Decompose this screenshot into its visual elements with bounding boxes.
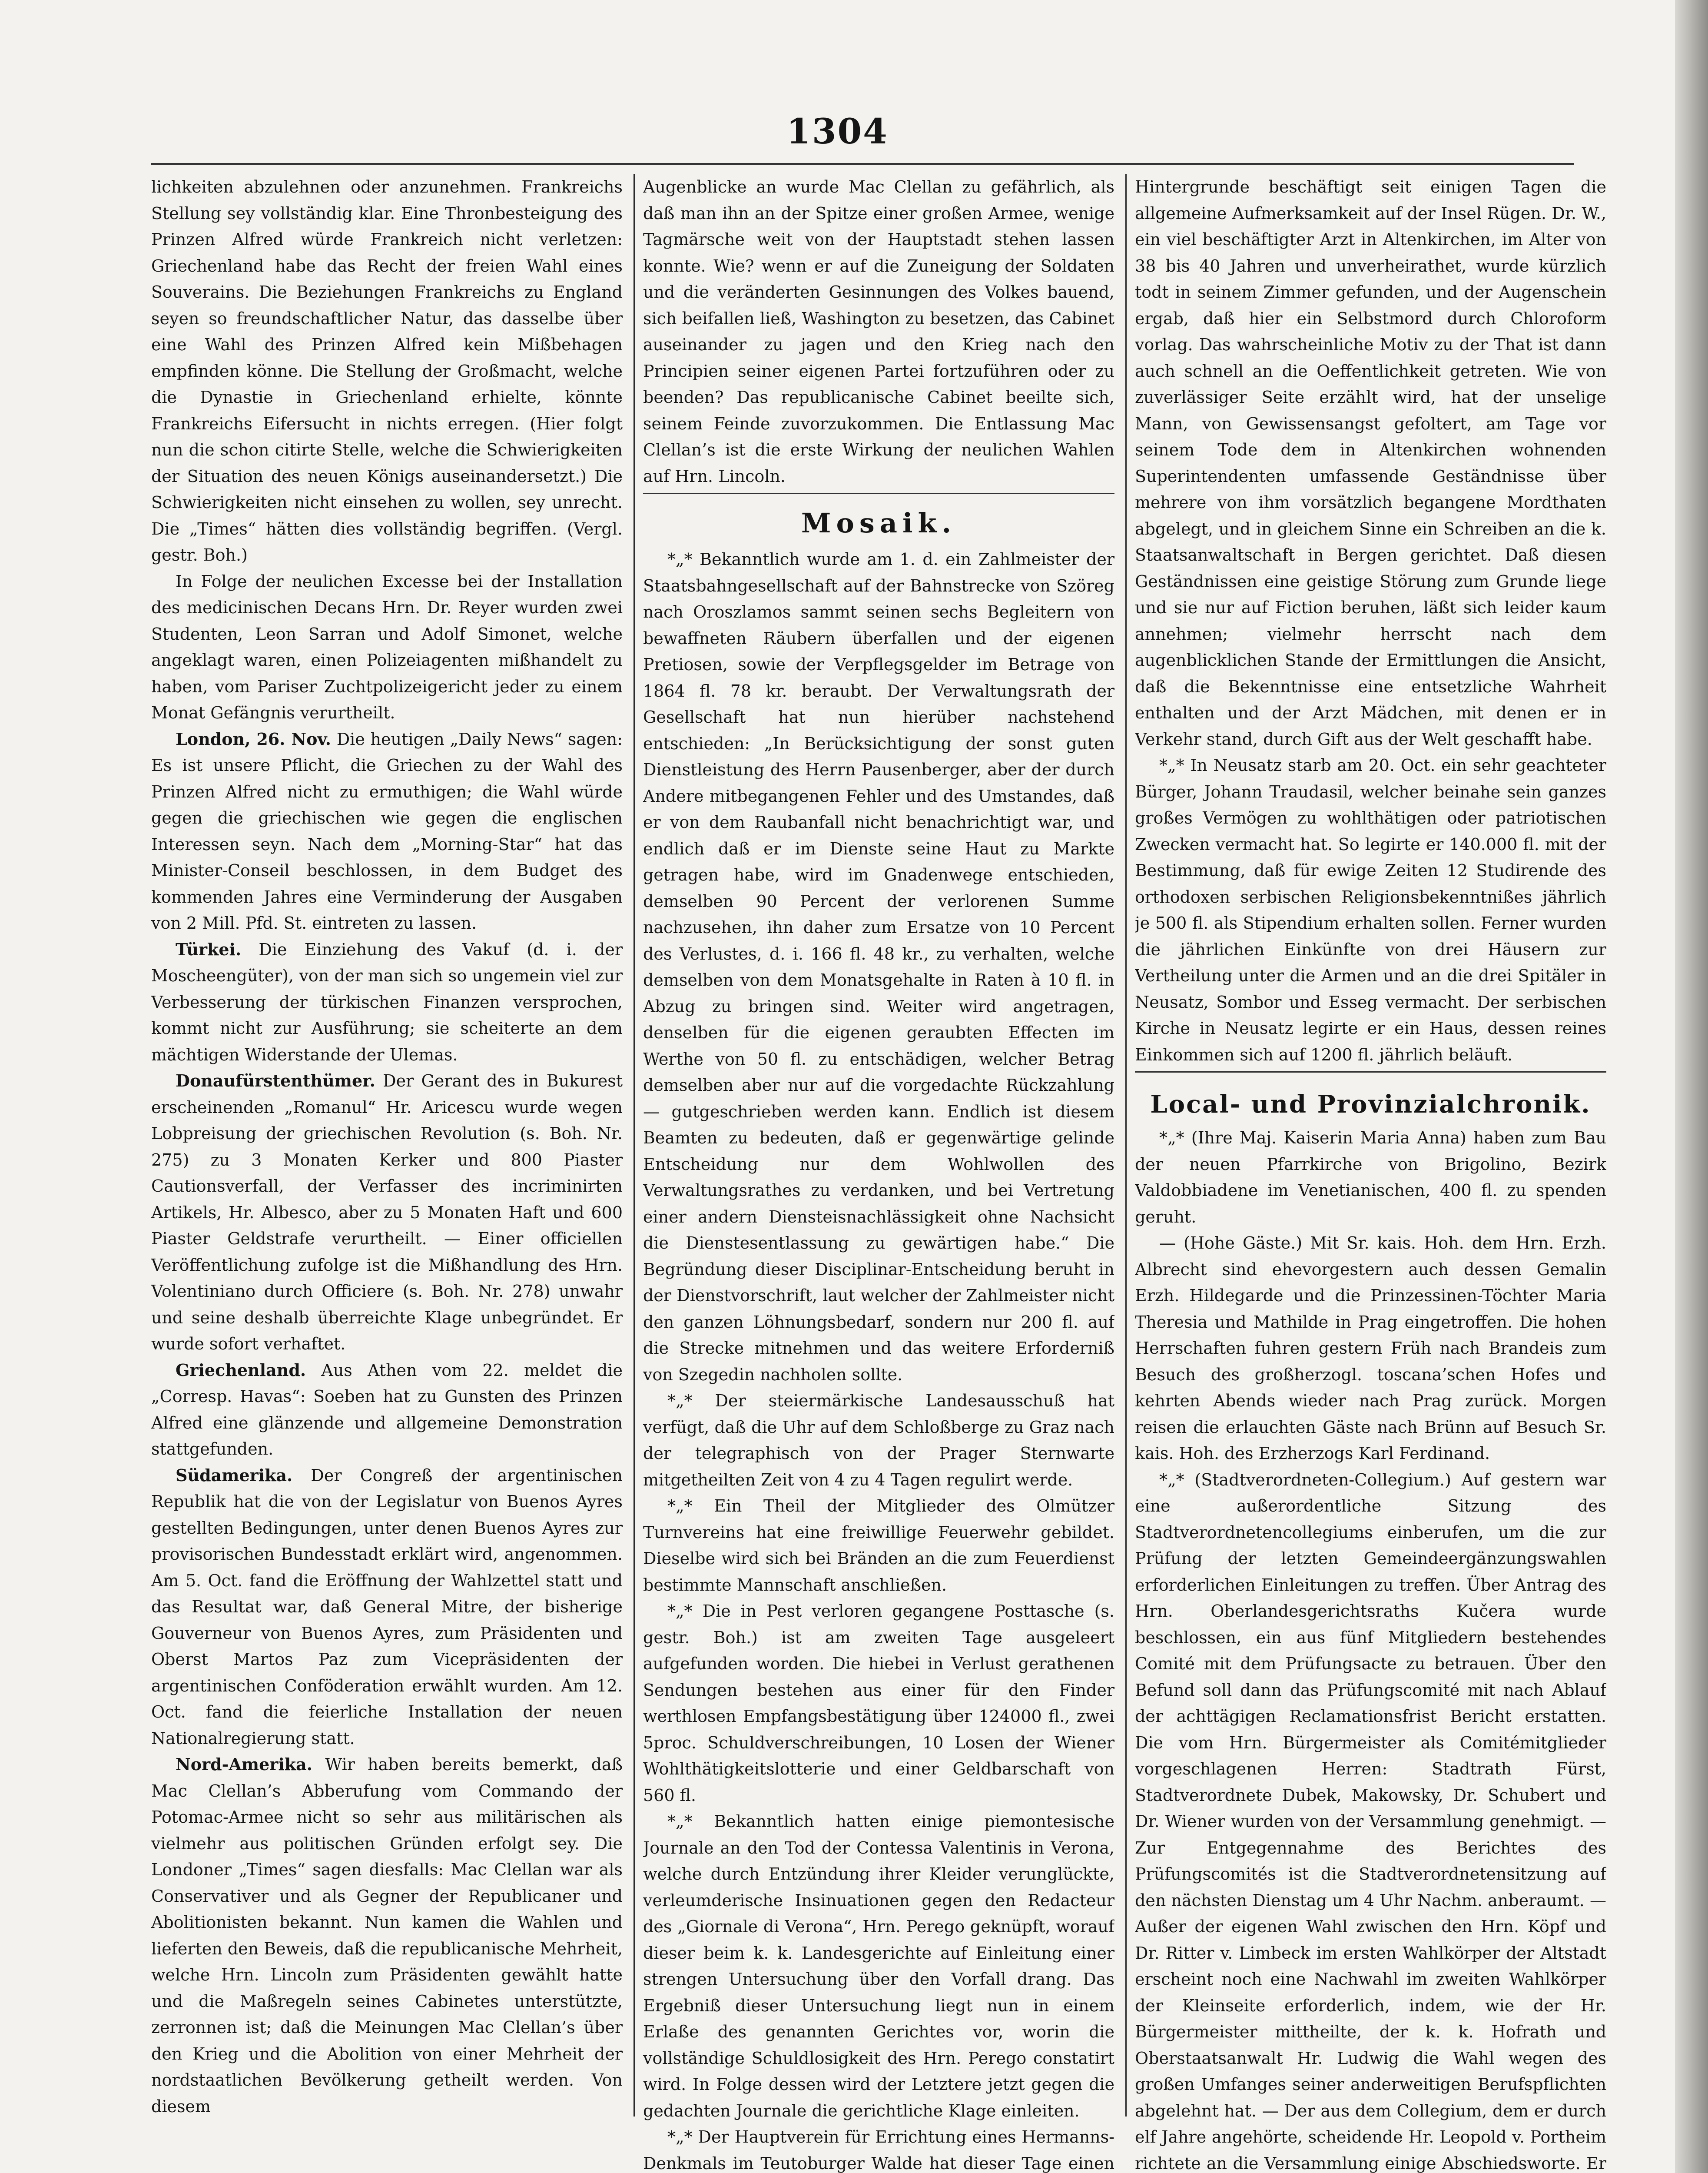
news-item: *„* Der Hauptverein für Errichtung eines Hermanns-Denkmals im Teutoburger Walde hat dieser Tage einen	[643, 2127, 1114, 2173]
news-item: *„* Bekanntlich hatten einige piemontesische Journale an den Tod der Contessa Valentinis in Verona, welche durch Entzündung ihrer Kleider verunglückte, verleumderische Insinuationen gegen den Redacteur des „Giornale di Verona“, Hrn. Perego geknüpft, worauf dieser beim k. k. Landesgerichte auf Einleitung einer strengen Untersuchung über den Vorfall drang. Das Ergebniß dieser Untersuchung liegt nun in einem Erlaße des genannten Gerichtes vor, worin die vollständige Schuldlosigkeit des Hrn. Perego constatirt wird. In Folge dessen wird der Letztere jetzt gegen die gedachten Journale die gerichtliche Klage einleiten.	[643, 1812, 1114, 2120]
article-paragraph: Augenblicke an wurde Mac Clellan zu gefährlich, als daß man ihn an der Spitze einer großen Armee, wenige Tagmärsche weit von der Hauptstadt stehen lassen konnte. Wie? wenn er auf die Zuneigung der Soldaten und die veränderten Gesinnungen des Volkes bauend, sich beifallen ließ, Washington zu besetzen, das Cabinet auseinander zu jagen und den Krieg nach den Principien seiner eigenen Partei fortzuführen oder zu beenden? Das republicanische Cabinet beeilte sich, seinem Feinde zuvorzukommen. Die Entlassung Mac Clellan’s ist die erste Wirkung der neulichen Wahlen auf Hrn. Lincoln.	[643, 177, 1114, 486]
news-item: *„* (Ihre Maj. Kaiserin Maria Anna) haben zum Bau der neuen Pfarrkirche von Brigolino, Bezirk Valdobbiadene im Venetianischen, 400 fl. zu spenden geruht.	[1135, 1128, 1606, 1226]
article-paragraph: lichkeiten abzulehnen oder anzunehmen. Frankreichs Stellung sey vollständig klar. Eine Thronbesteigung des Prinzen Alfred würde Frankreich nicht verletzen: Griechenland habe das Recht der freien Wahl eines Souverains. Die Beziehungen Frankreichs zu England seyen so freundschaftlicher Natur, das dasselbe über eine Wahl des Prinzen Alfred kein Mißbehagen empfinden könne. Die Stellung der Großmacht, welche die Dynastie in Griechenland erhielte, könnte Frankreichs Eifersucht in nichts erregen. (Hier folgt nun die schon citirte Stelle, welche die Schwierigkeiten der Situation des neuen Königs auseinandersetzt.) Die Schwierigkeiten nicht einsehen zu wollen, sey unrecht. Die „Times“ hätten dies vollständig begriffen. (Vergl. gestr. Boh.)	[151, 177, 623, 565]
page-edge-shadow	[1675, 0, 1708, 2173]
column-divider	[633, 174, 635, 2117]
dateline: Donaufürstenthümer.	[176, 1071, 375, 1090]
dateline: Türkei.	[176, 939, 242, 959]
column-1	[151, 174, 623, 2173]
page-number: 1304	[786, 111, 889, 152]
column-3	[1135, 174, 1606, 2173]
dateline: Südamerika.	[176, 1465, 293, 1485]
news-item: *„* Bekanntlich wurde am 1. d. ein Zahlmeister der Staatsbahngesellschaft auf der Bahnstrecke von Szöreg nach Oroszlamos sammt seinen sechs Begleitern von bewaffneten Räubern überfallen und der eigenen Pretiosen, sowie der Verpflegsgelder im Betrage von 1864 fl. 78 kr. beraubt. Der Verwaltungsrath der Gesellschaft hat nun hierüber nachstehend entschieden: „In Berücksichtigung der sonst guten Dienstleistung des Herrn Pausenberger, aber der durch Andere mitbegangenen Fehler und des Umstandes, daß er von dem Raubanfall nicht benachrichtigt war, und endlich daß er im Dienste seine Haut zu Markte getragen habe, wird im Gnadenwege entschieden, demselben 90 Percent der verlorenen Summe nachzusehen, ihn daher zum Ersatze von 10 Percent des Verlustes, d. i. 166 fl. 48 kr., zu verhalten, welche demselben von dem Monatsgehalte in Raten à 10 fl. in Abzug zu bringen sind. Weiter wird angetragen, denselben für die eigenen geraubten Effecten im Werthe von 50 fl. zu entschädigen, welcher Betrag demselben aber nur auf die vorgedachte Rückzahlung — gutgeschrieben werden kann. Endlich ist diesem Beamten zu bedeuten, daß er gegenwärtige gelinde Entscheidung nur dem Wohlwollen des Verwaltungsrathes zu verdanken, und bei Vertretung einer andern Diensteisnachlässigkeit ohne Nachsicht die Dienstesentlassung zu gewärtigen habe.“ Die Begründung dieser Disciplinar-Entscheidung beruht in der Dienstvorschrift, laut welcher der Zahlmeister nicht den ganzen Löhnungsbedarf, sondern nur 200 fl. auf die Strecke mitnehmen und das weitere Erforderniß von Szegedin nachholen sollte.	[643, 550, 1114, 1384]
column-divider	[1125, 174, 1127, 2117]
news-item: *„* (Stadtverordneten-Collegium.) Auf gestern war eine außerordentliche Sitzung des Stadtverordnetencollegiums einberufen, um die zur Prüfung der letzten Gemeindeergänzungswahlen erforderlichen Einleitungen zu treffen. Über Antrag des Hrn. Oberlandesgerichtsraths Kučera wurde beschlossen, ein aus fünf Mitgliedern bestehendes Comité mit dem Prüfungsacte zu betrauen. Über den Befund soll dann das Prüfungscomité mit nach Ablauf der achttägigen Reclamationsfrist Bericht erstatten. Die vom Hrn. Bürgermeister als Comitémitglieder vorgeschlagenen Herren: Stadtrath Fürst, Stadtverordnete Dubek, Makowsky, Dr. Schubert und Dr. Wiener wurden von der Versammlung genehmigt. — Zur Entgegennahme des Berichtes des Prüfungscomités ist die Stadtverordnetensitzung auf den nächsten Dienstag um 4 Uhr Nachm. anberaumt. — Außer der eigenen Wahl zwischen den Hrn. Köpf und Dr. Ritter v. Limbeck im ersten Wahlkörper der Altstadt erscheint noch eine Nachwahl im zweiten Wahlkörper der Kleinseite erforderlich, indem, wie der Hr. Bürgermeister mittheilte, der k. k. Hofrath und Oberstaatsanwalt Hr. Ludwig die Wahl wegen des großen Umfanges seiner anderweitigen Berufspflichten abgelehnt hat. — Der aus dem Collegium, dem er durch elf Jahre angehörte, scheidende Hr. Leopold v. Portheim richtete an die Versammlung einige Abschiedsworte. Er	[1135, 1470, 1606, 2173]
dateline: Nord-Amerika.	[176, 1754, 312, 1774]
column-2	[643, 174, 1114, 2173]
dateline: Griechenland.	[176, 1360, 306, 1380]
article-paragraph: Griechenland. Aus Athen vom 22. meldet die „Corresp. Havas“: Soeben hat zu Gunsten des Prinzen Alfred eine glänzende und allgemeine Demonstration stattgefunden.	[151, 1360, 623, 1459]
article-paragraph: In Folge der neulichen Excesse bei der Installation des medicinischen Decans Hrn. Dr. Reyer wurden zwei Studenten, Leon Sarran und Adolf Simonet, welche angeklagt waren, einen Polizeiagenten mißhandelt zu haben, vom Pariser Zuchtpolizeigericht jeder zu einem Monat Gefängnis verurtheilt.	[151, 571, 623, 722]
news-item: *„* Die in Pest verloren gegangene Posttasche (s. gestr. Boh.) ist am zweiten Tage ausgeleert aufgefunden worden. Die hiebei in Verlust gerathenen Sendungen bestehen aus einer für den Finder werthlosen Empfangsbestätigung über 124000 fl., zwei 5proc. Schuldverschreibungen, 10 Losen der Wiener Wohlthätigkeitslotterie und einer Geldbarschaft von 560 fl.	[643, 1602, 1114, 1805]
section-rule	[643, 493, 1114, 494]
news-item: *„* Ein Theil der Mitglieder des Olmützer Turnvereins hat eine freiwillige Feuerwehr gebildet. Dieselbe wird sich bei Bränden an die zum Feuerdienst bestimmte Mannschaft anschließen.	[643, 1496, 1114, 1595]
article-paragraph: Türkei. Die Einziehung des Vakuf (d. i. der Moscheengüter), von der man sich so ungemein viel zur Verbesserung der türkischen Finanzen versprochen, kommt nicht zur Ausführung; sie scheiterte an dem mächtigen Widerstande der Ulemas.	[151, 939, 623, 1064]
news-item: *„* Der steiermärkische Landesausschuß hat verfügt, daß die Uhr auf dem Schloßberge zu Graz nach der telegraphisch von der Prager Sternwarte mitgetheilten Zeit von 4 zu 4 Tagen regulirt werde.	[643, 1391, 1114, 1489]
section-rule	[1135, 1071, 1606, 1073]
news-item: — (Hohe Gäste.) Mit Sr. kais. Hoh. dem Hrn. Erzh. Albrecht sind ehevorgestern auch dessen Gemalin Erzh. Hildegarde und die Prinzessinen-Töchter Maria Theresia und Mathilde in Prag eingetroffen. Die hohen Herrschaften fuhren gestern Früh nach Brandeis zum Besuch des großherzogl. toscana’schen Hofes und kehrten Abends wieder nach Prag zurück. Morgen reisen die erlauchten Gäste nach Brünn auf Besuch Sr. kais. Hoh. des Erzherzogs Karl Ferdinand.	[1135, 1233, 1606, 1463]
dateline: London, 26. Nov.	[176, 729, 331, 749]
news-item: *„* In Neusatz starb am 20. Oct. ein sehr geachteter Bürger, Johann Traudasil, welcher beinahe sein ganzes großes Vermögen zu wohlthätigen oder patriotischen Zwecken vermacht hat. So legirte er 140.000 fl. mit der Bestimmung, daß für ewige Zeiten 12 Studirende des orthodoxen serbischen Religionsbekenntnißes jährlich je 500 fl. als Stipendium erhalten sollen. Ferner wurden die jährlichen Einkünfte von drei Häusern zur Vertheilung unter die Armen und an die drei Spitäler in Neusatz, Sombor und Esseg vermacht. Der serbischen Kirche in Neusatz legirte er ein Haus, dessen reines Einkommen sich auf 1200 fl. jährlich beläuft.	[1135, 756, 1606, 1064]
article-paragraph: Donaufürstenthümer. Der Gerant des in Bukurest erscheinenden „Romanul“ Hr. Aricescu wurde wegen Lobpreisung der griechischen Revolution (s. Boh. Nr. 275) zu 3 Monaten Kerker und 800 Piaster Cautionsverfall, der Verfasser des incriminirten Artikels, Hr. Albesco, aber zu 5 Monaten Haft und 600 Piaster Geldstrafe verurtheilt. — Einer officiellen Veröffentlichung zufolge ist die Mißhandlung des Hrn. Volentiniano durch Officiere (s. Boh. Nr. 278) unwahr und seine deshalb überreichte Klage unbegründet. Er wurde sofort verhaftet.	[151, 1071, 623, 1353]
section-heading-local-chronicle: Local- und Provinzialchronik.	[1150, 1090, 1591, 1119]
news-item: Hintergrunde beschäftigt seit einigen Tagen die allgemeine Aufmerksamkeit auf der Insel Rügen. Dr. W., ein viel beschäftigter Arzt in Altenkirchen, im Alter von 38 bis 40 Jahren und unverheirathet, wurde kürzlich todt in seinem Zimmer gefunden, und der Augenschein ergab, daß hier ein Selbstmord durch Chloroform vorlag. Das wahrscheinliche Motiv zu der That ist dann auch schnell an die Oeffentlichkeit getreten. Wie von zuverlässiger Seite erzählt wird, hat der unselige Mann, von Gewissensangst gefoltert, am Tage vor seinem Tode dem in Altenkirchen wohnenden Superintendenten umfassende Geständnisse über mehrere von ihm vorsätzlich begangene Mordthaten abgelegt, und in gleichem Sinne ein Schreiben an die k. Staatsanwaltschaft in Bergen gerichtet. Daß diesen Geständnissen eine geistige Störung zum Grunde liege und sie nur auf Fiction beruhen, läßt sich leider kaum annehmen; vielmehr herrscht nach dem augenblicklichen Stande der Ermittlungen die Ansicht, daß die Bekenntnisse eine entsetzliche Wahrheit enthalten und der Arzt Mädchen, mit denen er in Verkehr stand, durch Gift aus der Welt geschafft habe.	[1135, 177, 1606, 749]
article-paragraph: Südamerika. Der Congreß der argentinischen Republik hat die von der Legislatur von Buenos Ayres gestellten Bedingungen, unter denen Buenos Ayres zur provisorischen Bundesstadt erklärt wird, angenommen. Am 5. Oct. fand die Eröffnung der Wahlzettel statt und das Resultat war, daß General Mitre, der bisherige Gouverneur von Buenos Ayres, zum Präsidenten und Oberst Martos Paz zum Vicepräsidenten der argentinischen Conföderation erwählt wurden. Am 12. Oct. fand die feierliche Installation der neuen Nationalregierung statt.	[151, 1465, 623, 1748]
article-paragraph: London, 26. Nov. Die heutigen „Daily News“ sagen: Es ist unsere Pflicht, die Griechen zu der Wahl des Prinzen Alfred nicht zu ermuthigen; die Wahl würde gegen die griechischen wie gegen die englischen Interessen seyn. Nach dem „Morning-Star“ hat das Minister-Conseil beschlossen, in dem Budget des kommenden Jahres eine Verminderung der Ausgaben von 2 Mill. Pfd. St. eintreten zu lassen.	[151, 729, 623, 933]
article-paragraph: Nord-Amerika. Wir haben bereits bemerkt, daß Mac Clellan’s Abberufung vom Commando der Potomac-Armee nicht so sehr aus militärischen als vielmehr aus politischen Gründen erfolgt sey. Die Londoner „Times“ sagen diesfalls: Mac Clellan war als Conservativer und als Gegner der Republicaner und Abolitionisten bekannt. Nun kamen die Wahlen und lieferten den Beweis, daß die republicanische Mehrheit, welche Hrn. Lincoln zum Präsidenten gewählt hatte und die Maßregeln seines Cabinetes unterstützte, zerronnen ist; daß die Meinungen Mac Clellan’s über den Krieg und die Abolition von einer Mehrheit der nordstaatlichen Bevölkerung getheilt werden. Von diesem	[151, 1754, 623, 2116]
section-heading-mosaik: Mosaik.	[801, 507, 957, 539]
header-rule	[151, 163, 1574, 165]
